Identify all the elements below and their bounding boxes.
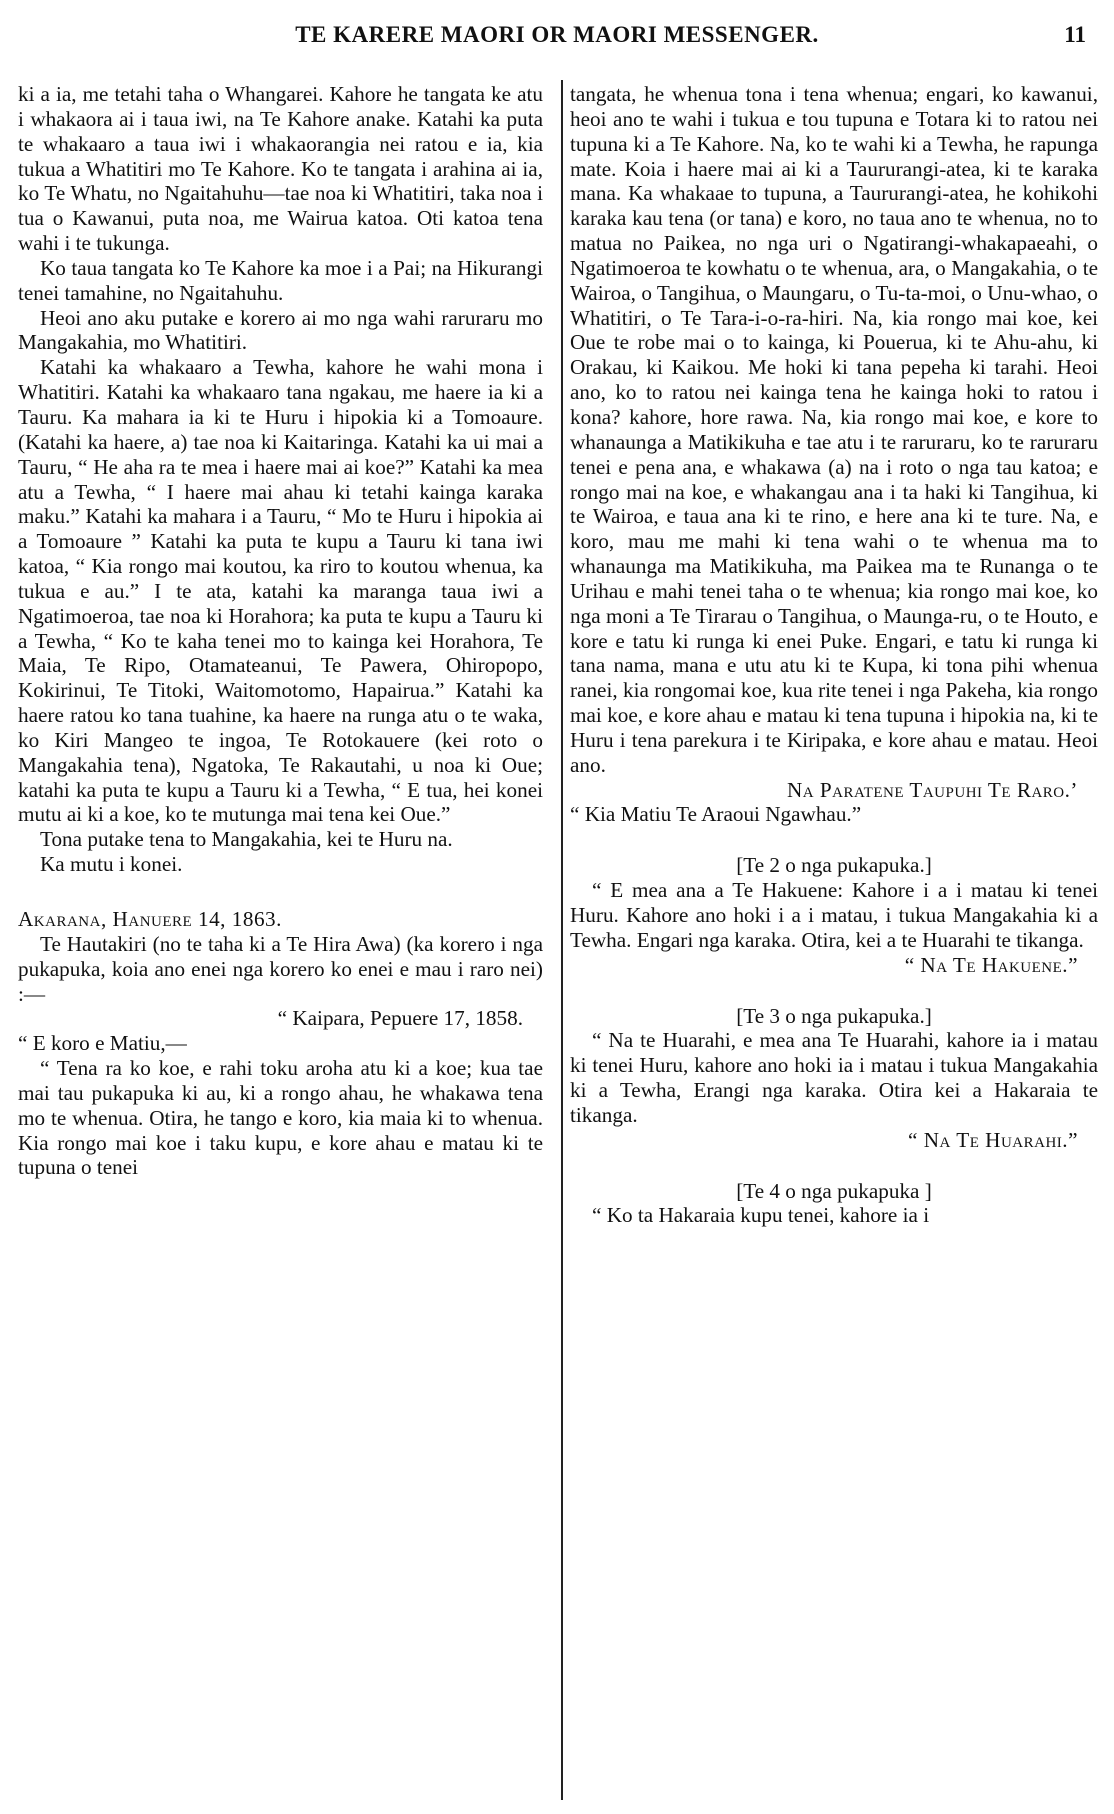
letter-dateline: “ Kaipara, Pepuere 17, 1858.: [277, 1006, 523, 1031]
left-column: [18, 82, 543, 1180]
paragraph: tangata, he whenua tona i tena whenua; engari, ko kawanui, heoi ano te wahi i tukua e tou tupuna e Totara ki to ratou nei tupuna ki a Te Kahore. Na, ko te wahi ki a Tewha, he rapunga mate. Koia i haere mai ai ki a Taururangi-atea, ki te karaka mana. Ka whakaae to tupuna, a Taururangi-atea, he kohikohi karaka kau tena (or tana) e koro, no taua ano te whenua, no to matua no Paikea, no nga uri o Ngatirangi-whakapaeahi, o Ngatimoeroa te kowhatu o te whenua, ara, o Mangakahia, o te Wairoa, o Tangihua, o Maungaru, o Tu-ta-moi, o Unu-whao, o Whatitiri, o Te Tara-i-o-ra-hiri. Na, kia rongo mai koe, kei Oue te robe mai o to kainga, ki Pouerua, ki te Ahu-ahu, ki Orakau, ki Kaikou. Me hoki ki tana pepeha ki tarahi. Heoi ano, ko to ratou nei kainga tena he kainga hoki to ratou i kona? kahore, hore rawa. Na, kia rongo mai koe, e kore to whanaunga a Matikikuha e tae atu i te raruraru, ko te raruraru tenei e pena ana, e whakawa (a) na i roto o nga tau katoa; e rongo mai na koe, e whakangau ana i ta haki ki Tangihua, ki te Wairoa, e taua ana ki te rino, e here ana ki te ture. Na, e koro, mau me mahi ki tena wahi o te whenua ma to whanaunga ma Matikikuha, ma Paikea ma te Runanga o te Urihau e mahi tenei taha o te whenua; kia rongo mai koe, ko nga moni a Te Tirarau o Tangihua, o Maunga-ru, o te Houto, e kore e tatu ki runga ki enei Puke. Engari, e tatu ki runga ki tana nama, mana e utu atu ki te Kupa, ki tona pihi whenua ranei, kia rongomai koe, kua rite tenei i nga Pakeha, kia rongo mai koe, e kore ahau e matau ki tena tupuna i hipokia na, ki te Huru i tena parekura i te Kiripaka, e kore ahau e matau. Heoi ano.: [570, 82, 1098, 777]
paragraph: “ Na te Huarahi, e mea ana Te Huarahi, kahore ia i matau ki tenei Huru, kahore ano hoki ia i matau i tukua Mangakahia ki a Tewha, Erangi nga karaka. Otira kei a Hakaraia te tikanga.: [570, 1028, 1098, 1127]
paragraph: Ka mutu i konei.: [40, 852, 183, 877]
paragraph: Ko taua tangata ko Te Kahore ka moe i a Pai; na Hikurangi tenei tamahine, no Ngaitahuhu.: [18, 255, 543, 305]
signature: “ Na Te Hakuene.”: [904, 952, 1078, 977]
paragraph: Tona putake tena to Mangakahia, kei te Huru na.: [40, 827, 453, 852]
section-heading: [Te 2 o nga pukapuka.]: [736, 853, 932, 878]
signature: Na Paratene Taupuhi Te Raro.’: [786, 777, 1078, 802]
paragraph: “ Kia Matiu Te Araoui Ngawhau.”: [570, 802, 862, 827]
column-divider: [561, 80, 563, 1800]
section-heading: [Te 3 o nga pukapuka.]: [736, 1003, 932, 1028]
salutation: “ E koro e Matiu,—: [18, 1031, 187, 1056]
paragraph: Katahi ka whakaaro a Tewha, kahore he wahi mona i Whatitiri. Katahi ka whakaaro tana ngakau, me haere ia ki a Tauru. Ka mahara ia ki te Huru i hipokia ki a Tomoaure. (Katahi ka haere, a) tae noa ki Kaitaringa. Katahi ka ui mai a Tauru, “ He aha ra te mea i haere mai ai koe?” Katahi ka mea atu a Tewha, “ I haere mai ahau ki tetahi kainga karaka maku.” Katahi ka mahara i a Tauru, “ Mo te Huru i hipokia ai a Tomoaure ” Katahi ka puta te kupu a Tauru ki tana iwi katoa, “ Kia rongo mai koutou, ka riro to koutou whenua, ka tukua e au.” I te ata, katahi ka maranga taua iwi a Ngatimoeroa, tae noa ki Horahora; ka puta te kupu a Tauru ki a Tewha, “ Ko te kaha tenei mo to kainga kei Horahora, Te Maia, Te Ripo, Otamateanui, Te Pawera, Ohiropopo, Kokirinui, Te Titoki, Waitomotomo, Hapairua.” Katahi ka haere ratou ko tana tuahine, ka haere na runga atu o te waka, ko Kiri Mangeo te ingoa, Te Rotokauere (kei roto o Mangakahia tena), Ngatoka, Te Rakautahi, u noa ki Oue; katahi ka puta te kupu a Tauru ki a Tewha, “ E tua, hei konei mutu ai ki a koe, ko te mutunga mai tena kei Oue.”: [18, 355, 543, 827]
section-heading: [Te 4 o nga pukapuka ]: [736, 1178, 932, 1203]
dateline: Akarana, Hanuere 14, 1863.: [18, 907, 282, 931]
paragraph: ki a ia, me tetahi taha o Whangarei. Kahore he tangata ke atu i whakaora ai i taua iwi, na Te Kahore anake. Katahi ka puta te whakaaro a taua iwi i whakaorangia nei ratou e ia, kia tukua a Whatitiri mo Te Kahore. Ko te tangata i arahina ai ia, ko Te Whatu, no Ngaitahuhu—tae noa ki Whatitiri, taka noa i tua o Kawanui, puta noa, me Wairua katoa. Oti katoa tena wahi i te tukunga.: [18, 82, 543, 256]
paragraph: Te Hautakiri (no te taha ki a Te Hira Awa) (ka korero i nga pukapuka, koia ano enei nga korero ko enei e mau i raro nei) :—: [18, 931, 543, 1006]
page-header: TE KARERE MAORI OR MAORI MESSENGER.: [295, 22, 819, 47]
paragraph: “ E mea ana a Te Hakuene: Kahore i a i matau ki tenei Huru. Kahore ano hoki i a i matau, i tukua Mangakahia ki a Tewha. Engari nga karaka. Otira, kei a te Huarahi te tikanga.: [570, 878, 1098, 952]
right-column: [570, 82, 1098, 1228]
paragraph: “ Ko ta Hakaraia kupu tenei, kahore ia i: [592, 1203, 930, 1228]
signature: “ Na Te Huarahi.”: [908, 1127, 1078, 1152]
paragraph: Heoi ano aku putake e korero ai mo nga wahi raruraru mo Mangakahia, mo Whatitiri.: [18, 305, 543, 355]
paragraph: “ Tena ra ko koe, e rahi toku aroha atu ki a koe; kua tae mai tau pukapuka ki au, ki a rongo ahau, he whakawa tena mo te whenua. Otira, he tango e koro, kia maia ki to whenua. Kia rongo mai koe i taku kupu, e kore ahau e matau ki te tupuna o tenei: [18, 1056, 543, 1180]
page-number: 11: [1064, 22, 1086, 47]
